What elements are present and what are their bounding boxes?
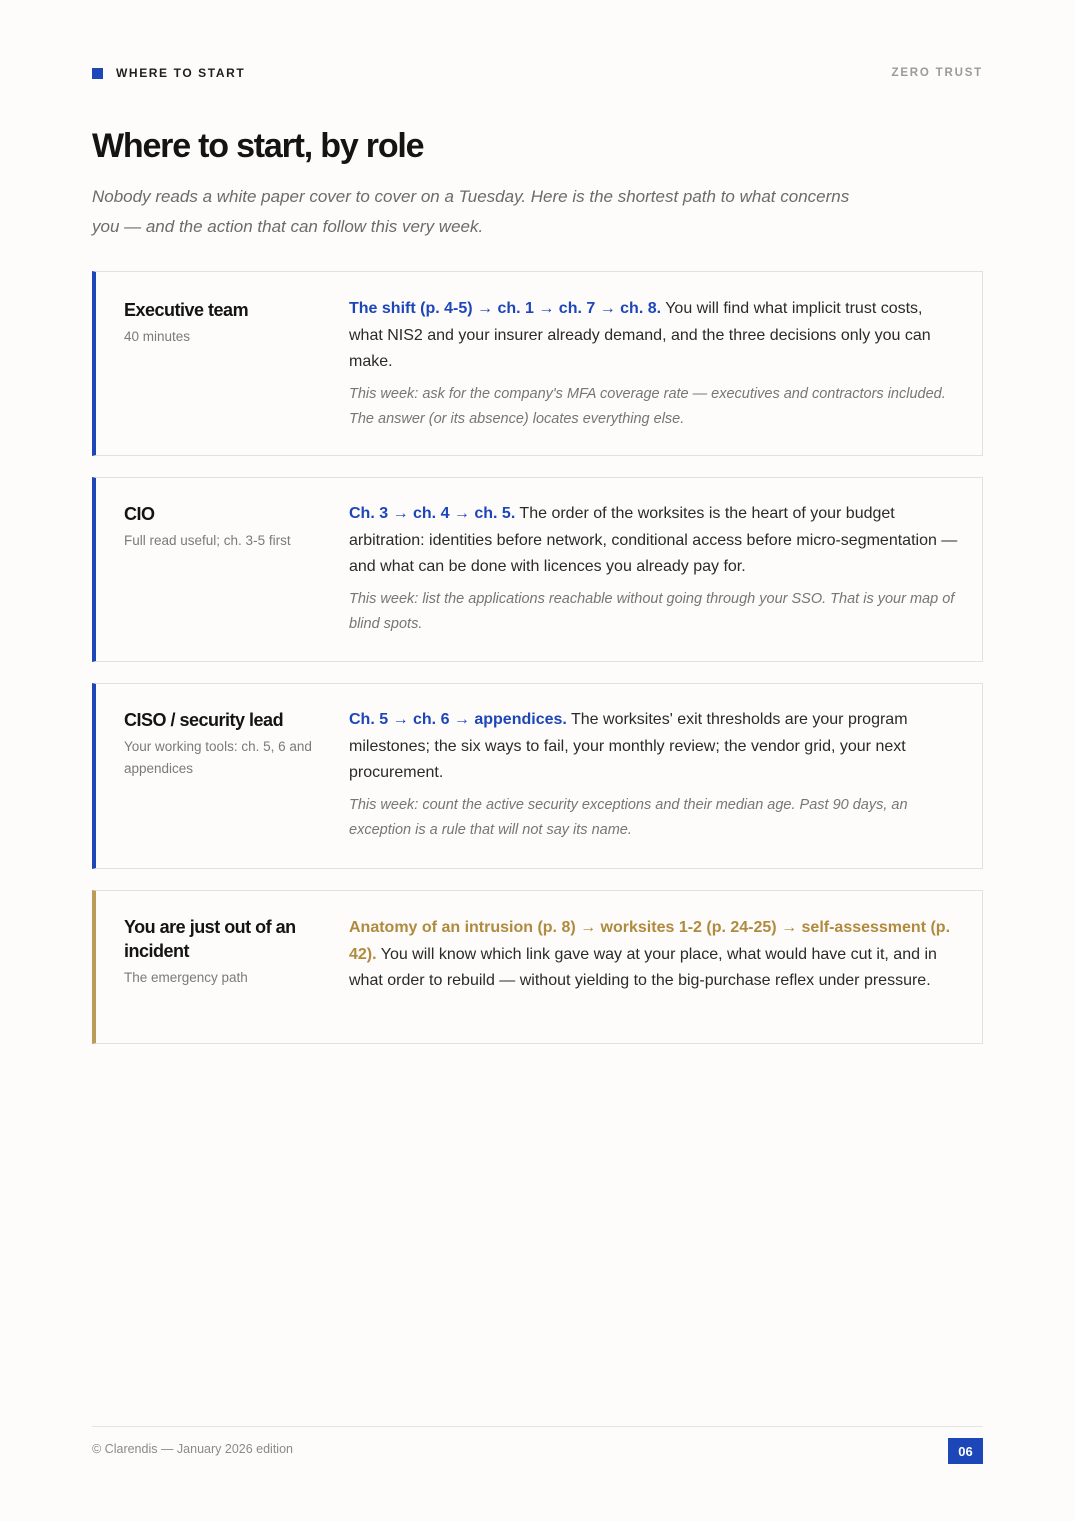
- reading-route: The shift (p. 4-5) → ch. 1 → ch. 7 → ch. 8.: [349, 300, 662, 317]
- role-card-ciso: [92, 683, 983, 869]
- role-body: [349, 296, 959, 432]
- role-meta: Full read useful; ch. 3-5 first: [124, 533, 291, 548]
- page-title: Where to start, by role: [92, 127, 424, 165]
- reading-description: The order of the worksites is the heart of your budget arbitration: identities before network, conditional access before micro-segmentation — and what can be done with licences you already pay for.: [349, 505, 958, 575]
- reading-description: You will find what implicit trust costs, what NIS2 and your insurer already demand, and the three decisions only you can make.: [349, 300, 931, 370]
- role-meta: 40 minutes: [124, 329, 191, 344]
- this-week-action: This week: list the applications reachable without going through your SSO. That is your map of blind spots.: [349, 590, 955, 632]
- reading-path: [349, 501, 959, 581]
- section-marker-icon: [92, 68, 103, 79]
- reading-route: Anatomy of an intrusion (p. 8) → worksites 1-2 (p. 24-25) → self-assessment (p. 42).: [349, 919, 951, 963]
- footer-divider: [92, 1426, 983, 1427]
- role-block: [124, 708, 324, 780]
- reading-description: The worksites' exit thresholds are your program milestones; the six ways to fail, your monthly review; the vendor grid, your next procurement.: [349, 711, 908, 781]
- role-card-executive: [92, 271, 983, 456]
- role-card-cio: [92, 477, 983, 662]
- reading-path: [349, 915, 959, 995]
- footer-text: © Clarendis — January 2026 edition: [92, 1442, 293, 1456]
- lede-paragraph: Nobody reads a white paper cover to cover on a Tuesday. Here is the shortest path to what concerns you — and the action that can follow this very week.: [92, 187, 850, 236]
- role-title: You are just out of an incident: [124, 917, 296, 961]
- this-week-action: This week: count the active security exceptions and their median age. Past 90 days, an exception is a rule that will not say its name.: [349, 796, 908, 838]
- this-week-action: This week: ask for the company's MFA coverage rate — executives and contractors included. The answer (or its absence) locates everything else.: [349, 385, 946, 427]
- role-body: [349, 915, 959, 995]
- role-block: [124, 298, 324, 348]
- role-title: Executive team: [124, 300, 249, 320]
- role-block: [124, 502, 324, 552]
- document-tag: ZERO TRUST: [891, 67, 983, 79]
- section-label-text: WHERE TO START: [116, 66, 246, 80]
- role-title: CISO / security lead: [124, 710, 284, 730]
- reading-path: [349, 707, 959, 787]
- section-label: [92, 66, 245, 80]
- role-meta: Your working tools: ch. 5, 6 and appendices: [124, 739, 312, 776]
- reading-route: Ch. 3 → ch. 4 → ch. 5.: [349, 505, 516, 522]
- role-block: [124, 915, 319, 989]
- role-title: CIO: [124, 504, 155, 524]
- reading-path: [349, 296, 959, 376]
- role-card-incident: [92, 890, 983, 1044]
- reading-route: Ch. 5 → ch. 6 → appendices.: [349, 711, 567, 728]
- reading-description: You will know which link gave way at your place, what would have cut it, and in what order to rebuild — without yielding to the big-purchase reflex under pressure.: [349, 945, 937, 989]
- running-head: [92, 66, 983, 82]
- role-body: [349, 707, 959, 843]
- page-number: 06: [948, 1438, 983, 1464]
- role-body: [349, 501, 959, 637]
- role-meta: The emergency path: [124, 970, 248, 985]
